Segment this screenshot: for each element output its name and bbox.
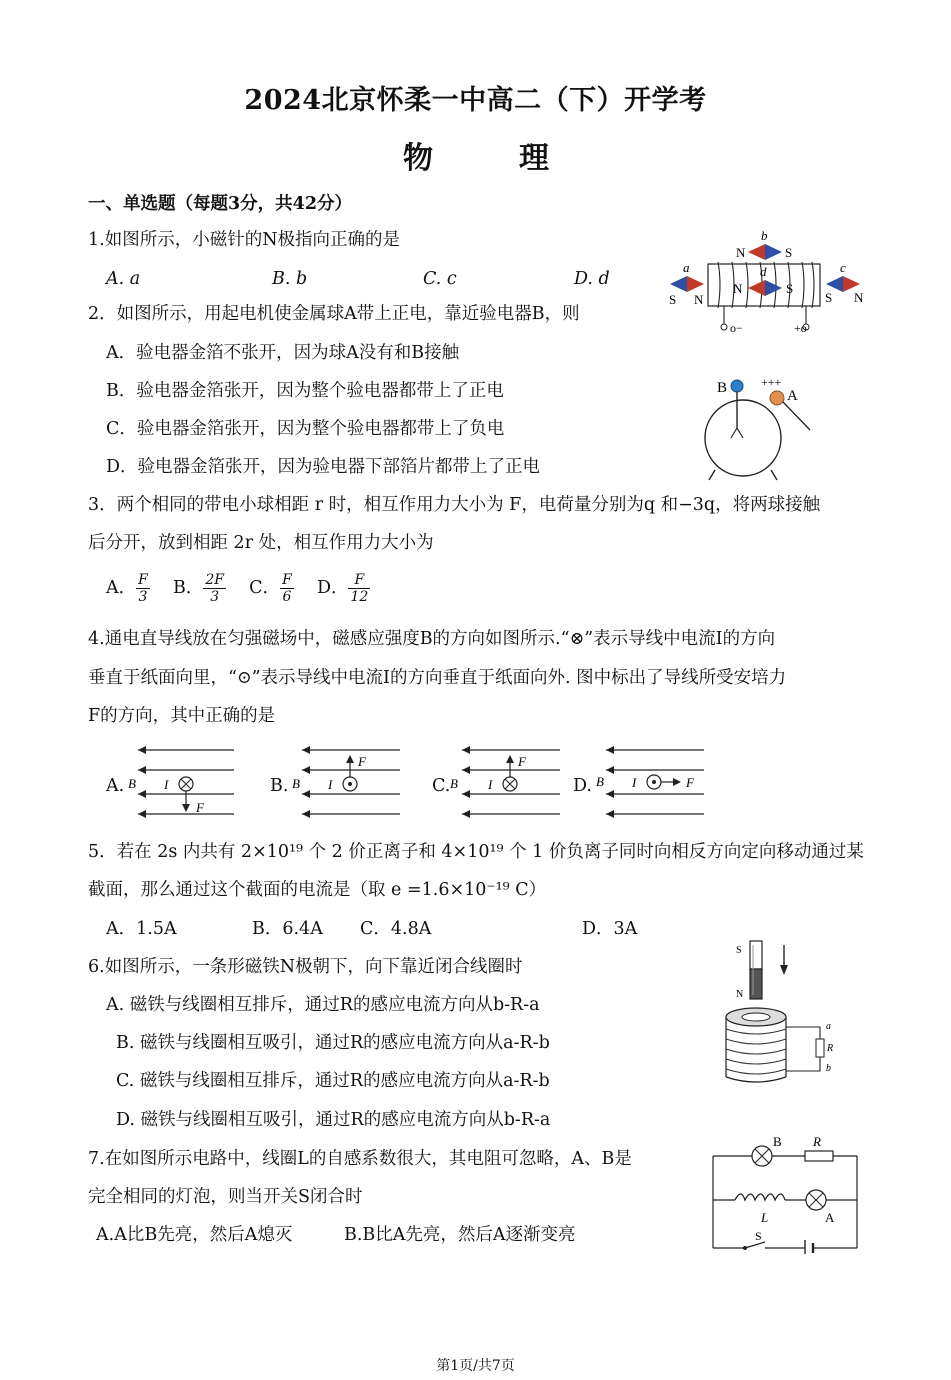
- electroscope-figure: [695, 372, 825, 484]
- needle-b-s-label: S: [785, 245, 793, 260]
- section-heading: 一、单选题（每题3分，共42分）: [88, 194, 353, 214]
- lamp-b-label: B: [773, 1134, 782, 1149]
- q4-line2: 垂直于纸面向里，“⊙”表示导线中电流I的方向垂直于纸面向外. 图中标出了导线所受安培力: [88, 668, 787, 688]
- fig-d-b-label: B: [596, 774, 604, 789]
- q3-option-c-fraction: $\frac{F}{6}$: [282, 572, 292, 605]
- q3-option-a-fraction: $\frac{F}{3}$: [138, 572, 148, 605]
- q3-option-b-fraction: $\frac{2F}{3}$: [205, 572, 225, 605]
- q4-option-b: B.: [270, 776, 289, 796]
- coil-r-label: R: [827, 1043, 834, 1054]
- magnet-n-label: N: [736, 989, 744, 1000]
- q2-option-d: D．验电器金箔张开，因为验电器下部箔片都带上了正电: [106, 457, 541, 477]
- inductor-l-label: L: [761, 1210, 769, 1225]
- fig-b-i-label: I: [328, 777, 333, 792]
- resistor-r-label: R: [813, 1134, 821, 1149]
- q3-option-a-label: A．: [106, 578, 137, 598]
- q3-option-d-label: D．: [316, 578, 349, 598]
- positive-charge-marks: +++: [761, 375, 782, 389]
- needle-a-label: a: [683, 260, 690, 275]
- q6-option-c: C. 磁铁与线圈相互排斥，通过R的感应电流方向从a-R-b: [116, 1071, 550, 1091]
- magnet-coil-figure: [720, 935, 840, 1085]
- needle-d-n-label: N: [733, 281, 743, 296]
- q1-option-b: B. b: [272, 269, 308, 289]
- magnet-s-label: S: [736, 945, 742, 956]
- fig-b-b-label: B: [292, 776, 300, 791]
- page-title: 2024北京怀柔一中高二（下）开学考: [244, 85, 707, 116]
- q4-option-c: C.: [432, 776, 451, 796]
- needle-a-n-label: N: [694, 292, 704, 307]
- inductor-circuit-figure: [705, 1130, 865, 1254]
- fig-c-b-label: B: [450, 776, 458, 791]
- q4-option-d: D.: [573, 776, 592, 796]
- q7-line1: 7.在如图所示电路中，线圈L的自感系数很大，其电阻可忽略，A、B是: [88, 1149, 632, 1169]
- subject-title: 物 理: [403, 141, 577, 176]
- coil-a-label: a: [826, 1021, 831, 1032]
- fig-a-i-label: I: [164, 777, 169, 792]
- q1-stem: 1.如图所示，小磁针的N极指向正确的是: [88, 230, 401, 250]
- q1-option-d: D. d: [574, 269, 610, 289]
- q5-option-d: D．3A: [582, 919, 638, 939]
- fig-d-i-label: I: [632, 775, 637, 790]
- q2-option-b: B．验电器金箔张开，因为整个验电器都带上了正电: [106, 381, 504, 401]
- q3-stem-line2: 后分开，放到相距 2r 处，相互作用力大小为: [88, 533, 434, 553]
- q5-option-a: A．1.5A: [106, 919, 177, 939]
- lamp-a-label: A: [825, 1210, 835, 1225]
- q6-option-b: B. 磁铁与线圈相互吸引，通过R的感应电流方向从a-R-b: [116, 1033, 550, 1053]
- q6-option-a: A. 磁铁与线圈相互排斥，通过R的感应电流方向从b-R-a: [106, 995, 540, 1015]
- needle-c-label: c: [840, 260, 846, 275]
- needle-c-n-label: N: [854, 290, 864, 305]
- needle-d-label: d: [760, 264, 767, 279]
- plus-terminal-label: +o: [794, 321, 807, 335]
- fig-b-f-label: F: [358, 754, 366, 769]
- field-figure-c: [448, 742, 564, 820]
- q5-option-b: B．6.4A: [252, 919, 323, 939]
- page-number: 第1页/共7页: [436, 1358, 515, 1374]
- q3-option-c-label: C．: [249, 578, 281, 598]
- q3-stem-line1: 3．两个相同的带电小球相距 r 时，相互作用力大小为 F，电荷量分别为q 和−3q，将两球接触: [88, 495, 821, 515]
- coil-b-label: b: [826, 1063, 831, 1074]
- q5-line1: 5．若在 2s 内共有 2×10¹⁹ 个 2 价正离子和 4×10¹⁹ 个 1 价负离子同时向相反方向定向移动通过某: [88, 842, 864, 862]
- fig-c-i-label: I: [488, 777, 493, 792]
- q1-option-c: C. c: [423, 269, 457, 289]
- q2-stem: 2．如图所示，用起电机使金属球A带上正电，靠近验电器B，则: [88, 304, 580, 324]
- q3-option-b-label: B．: [173, 578, 204, 598]
- fig-c-f-label: F: [518, 754, 526, 769]
- q2-option-a: A．验电器金箔不张开，因为球A没有和B接触: [106, 343, 460, 363]
- needle-b-n-label: N: [736, 245, 746, 260]
- q6-stem: 6.如图所示，一条形磁铁N极朝下，向下靠近闭合线圈时: [88, 957, 523, 977]
- q4-option-a: A.: [106, 776, 125, 796]
- needle-d-s-label: S: [786, 281, 794, 296]
- q4-line3: F的方向，其中正确的是: [88, 706, 276, 726]
- q5-line2: 截面，那么通过这个截面的电流是（取 e =1.6×10⁻¹⁹ C）: [88, 880, 547, 900]
- fig-a-b-label: B: [128, 776, 136, 791]
- q7-option-a: A.A比B先亮，然后A熄灭: [96, 1225, 293, 1245]
- solenoid-compass-figure: [660, 222, 870, 342]
- minus-terminal-label: o−: [730, 321, 743, 335]
- q3-option-d-fraction: $\frac{F}{12}$: [350, 572, 369, 605]
- field-figure-a: [124, 742, 238, 820]
- q7-line2: 完全相同的灯泡，则当开关S闭合时: [88, 1187, 363, 1207]
- fig-a-f-label: F: [196, 800, 204, 815]
- q2-option-c: C．验电器金箔张开，因为整个验电器都带上了负电: [106, 419, 505, 439]
- q4-line1: 4.通电直导线放在匀强磁场中，磁感应强度B的方向如图所示.“⊗”表示导线中电流I的方向: [88, 629, 776, 649]
- needle-a-s-label: S: [669, 292, 677, 307]
- q7-option-b: B.B比A先亮，然后A逐渐变亮: [344, 1225, 576, 1245]
- field-figure-d: [592, 742, 710, 820]
- q3-options: [106, 572, 370, 605]
- q6-option-d: D. 磁铁与线圈相互吸引，通过R的感应电流方向从b-R-a: [116, 1110, 551, 1130]
- field-figure-b: [288, 742, 406, 820]
- sphere-a-label: A: [787, 388, 798, 404]
- q5-option-c: C．4.8A: [360, 919, 432, 939]
- sphere-b-label: B: [717, 380, 728, 396]
- fig-d-f-label: F: [686, 775, 694, 790]
- q1-option-a: A. a: [106, 269, 141, 289]
- needle-b-label: b: [761, 228, 768, 243]
- needle-c-s-label: S: [825, 290, 833, 305]
- switch-s-label: S: [755, 1229, 762, 1243]
